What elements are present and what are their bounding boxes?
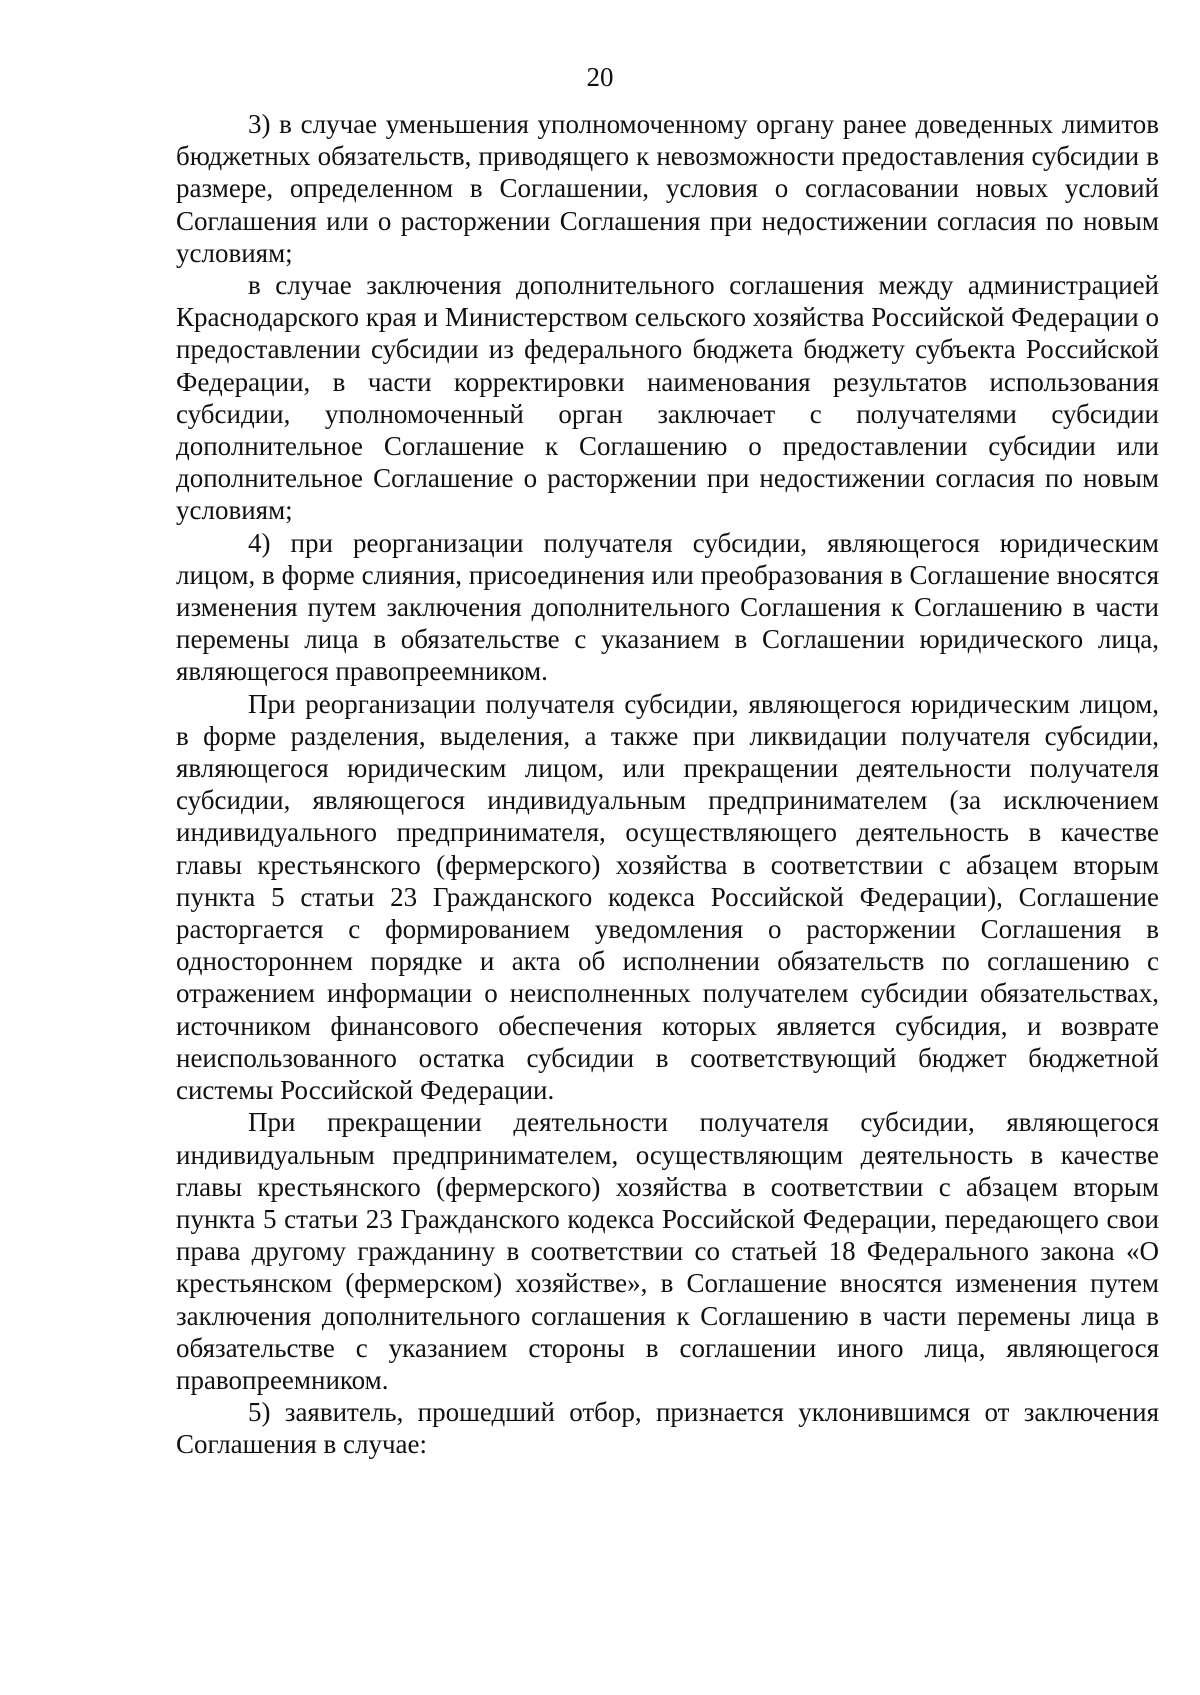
paragraph-reorganization-termination: При реорганизации получателя субсидии, являющегося юридическим лицом, в форме разделения, выделения, а также при ликвидации получателя субсидии, являющегося юридическим лицом, или прекращении деятельности получателя субсидии, являющегося индивидуальным предпринимателем (за исключением индивидуального предпринимателя, осуществляющего деятельность в качестве главы крестьянского (фермерского) хозяйства в соответствии с абзацем вторым пункта 5 статьи 23 Гражданского кодекса Российской Федерации), Соглашение расторгается с формированием уведомления о расторжении Соглашения в одностороннем порядке и акта об исполнении обязательств по соглашению с отражением информации о неисполненных получателем субсидии обязательствах, источником финансового обеспечения которых является субсидия, и возврате неиспользованного остатка субсидии в соответствующий бюджет бюджетной системы Российской Федерации. [176,688,1159,1106]
paragraph-item-3: 3) в случае уменьшения уполномоченному органу ранее доведенных лимитов бюджетных обязательств, приводящего к невозможности предоставления субсидии в размере, определенном в Соглашении, условия о согласовании новых условий Соглашения или о расторжении Соглашения при недостижении согласия по новым условиям; [176,109,1159,268]
paragraph-additional-agreement: в случае заключения дополнительного соглашения между администрацией Краснодарского края и Министерством сельского хозяйства Российской Федерации о предоставлении субсидии из федерального бюджета бюджету субъекта Российской Федерации, в части корректировки наименования результатов использования субсидии, уполномоченный орган заключает с получателями субсидии дополнительное Соглашение к Соглашению о предоставлении субсидии или дополнительное Соглашение о расторжении при недостижении согласия по новым условиям; [176,270,1159,526]
paragraph-item-4: 4) при реорганизации получателя субсидии, являющегося юридическим лицом, в форме слияния, присоединения или преобразования в Соглашение вносятся изменения путем заключения дополнительного Соглашения к Соглашению в части перемены лица в обязательстве с указанием в Соглашении юридического лица, являющегося правопреемником. [176,527,1159,687]
page-number: 20 [586,62,614,92]
paragraph-farm-head-termination: При прекращении деятельности получателя субсидии, являющегося индивидуальным предпринимателем, осуществляющим деятельность в качестве главы крестьянского (фермерского) хозяйства в соответствии с абзацем вторым пункта 5 статьи 23 Гражданского кодекса Российской Федерации, передающего свои права другому гражданину в соответствии со статьей 18 Федерального закона «О крестьянском (фермерском) хозяйстве», в Соглашение вносятся изменения путем заключения дополнительного соглашения к Соглашению в части перемены лица в обязательстве с указанием стороны в соглашении иного лица, являющегося правопреемником. [176,1107,1159,1395]
document-body [176,108,1159,1461]
paragraph-item-5: 5) заявитель, прошедший отбор, признается уклонившимся от заключения Соглашения в случае: [176,1397,1159,1460]
